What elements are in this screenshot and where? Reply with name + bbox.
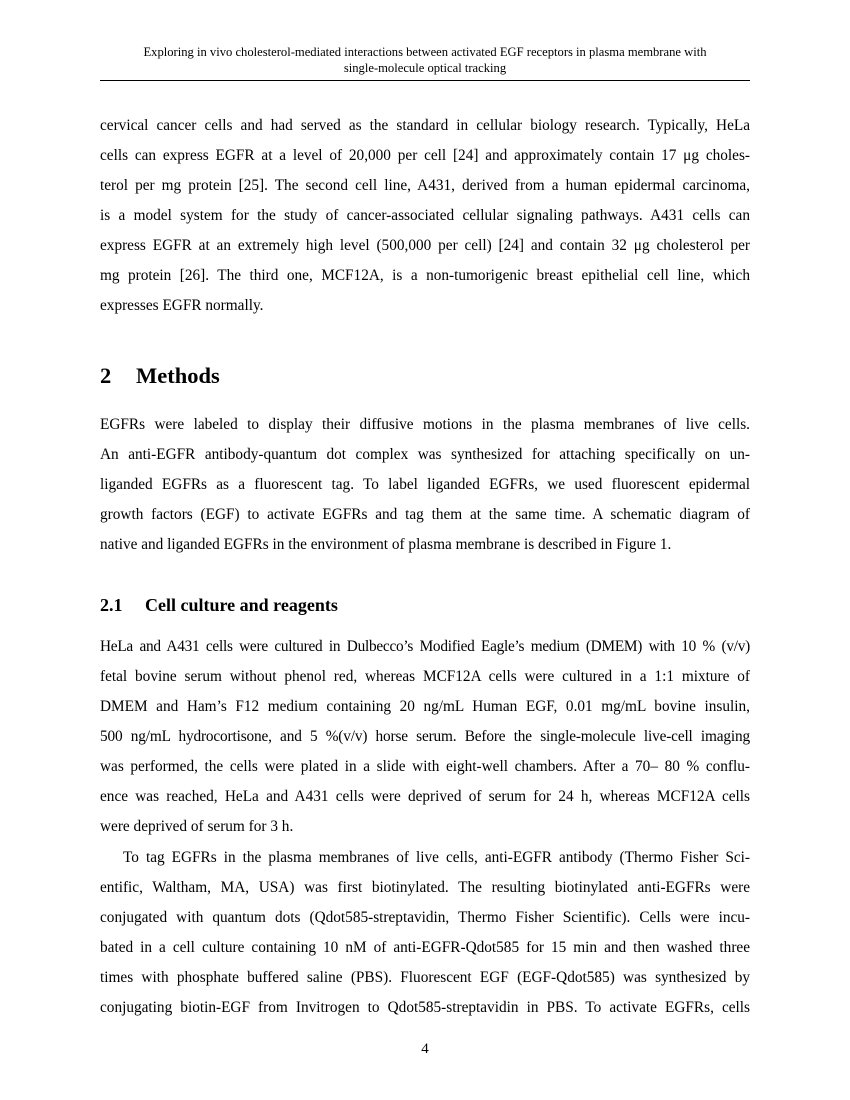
- text-line: fetal bovine serum without phenol red, whereas MCF12A cells were cultured in a 1:1 mixture of: [100, 668, 750, 685]
- text-line: conjugated with quantum dots (Qdot585-streptavidin, Thermo Fisher Scientific). Cells were incu-: [100, 909, 750, 926]
- text-line: bated in a cell culture containing 10 nM of anti-EGFR-Qdot585 for 15 min and then washed three: [100, 939, 750, 956]
- text-line: 500 ng/mL hydrocortisone, and 5 %(v/v) horse serum. Before the single-molecule live-cell imaging: [100, 728, 750, 745]
- text-line: mg protein [26]. The third one, MCF12A, is a non-tumorigenic breast epithelial cell line, which: [100, 267, 750, 284]
- text-line: EGFRs were labeled to display their diffusive motions in the plasma membranes of live cells.: [100, 416, 750, 433]
- text-line: liganded EGFRs as a fluorescent tag. To label liganded EGFRs, we used fluorescent epidermal: [100, 476, 750, 493]
- text-line: conjugating biotin-EGF from Invitrogen to Qdot585-streptavidin in PBS. To activate EGFRs, cells: [100, 999, 750, 1016]
- text-line: An anti-EGFR antibody-quantum dot complex was synthesized for attaching specifically on un-: [100, 446, 750, 463]
- subsection-heading: [100, 592, 338, 618]
- methods-paragraph: [100, 410, 750, 560]
- text-line: entific, Waltham, MA, USA) was first biotinylated. The resulting biotinylated anti-EGFRs were: [100, 879, 750, 896]
- text-line: growth factors (EGF) to activate EGFRs and tag them at the same time. A schematic diagram of: [100, 506, 750, 523]
- culture-paragraph: [100, 632, 750, 842]
- section-number: 2: [100, 363, 112, 388]
- text-line: ence was reached, HeLa and A431 cells were deprived of serum for 24 h, whereas MCF12A cells: [100, 788, 750, 805]
- text-line: expresses EGFR normally.: [100, 297, 264, 314]
- text-line: DMEM and Ham’s F12 medium containing 20 ng/mL Human EGF, 0.01 mg/mL bovine insulin,: [100, 698, 750, 715]
- section-heading: [100, 361, 220, 391]
- running-head-line-2: single-molecule optical tracking: [343, 61, 507, 75]
- intro-paragraph: [100, 111, 750, 321]
- text-line: cervical cancer cells and had served as the standard in cellular biology research. Typically, HeLa: [100, 117, 750, 134]
- running-head: [100, 44, 750, 76]
- section-title: Methods: [136, 363, 220, 388]
- text-line: To tag EGFRs in the plasma membranes of live cells, anti-EGFR antibody (Thermo Fisher Sci-: [123, 849, 750, 866]
- text-line: HeLa and A431 cells were cultured in Dulbecco’s Modified Eagle’s medium (DMEM) with 10 % (v/v): [100, 638, 750, 655]
- subsection-number: 2.1: [100, 595, 123, 615]
- text-line: terol per mg protein [25]. The second cell line, A431, derived from a human epidermal carcinoma,: [100, 177, 750, 194]
- text-line: is a model system for the study of cancer-associated cellular signaling pathways. A431 cells can: [100, 207, 750, 224]
- text-line: cells can express EGFR at a level of 20,000 per cell [24] and approximately contain 17 μg choles-: [100, 147, 750, 164]
- text-line: were deprived of serum for 3 h.: [100, 818, 294, 835]
- page-number: 4: [421, 1041, 429, 1057]
- tagging-paragraph: [100, 843, 750, 1023]
- text-line: express EGFR at an extremely high level (500,000 per cell) [24] and contain 32 μg cholesterol per: [100, 237, 750, 254]
- text-line: native and liganded EGFRs in the environment of plasma membrane is described in Figure 1.: [100, 536, 672, 553]
- text-line: times with phosphate buffered saline (PBS). Fluorescent EGF (EGF-Qdot585) was synthesized by: [100, 969, 750, 986]
- text-line: was performed, the cells were plated in a slide with eight-well chambers. After a 70– 80 % conflu-: [100, 758, 750, 775]
- running-head-line-1: Exploring in vivo cholesterol-mediated interactions between activated EGF receptors in plasma membrane with: [143, 45, 707, 59]
- header-rule: [100, 80, 750, 81]
- subsection-title: Cell culture and reagents: [145, 595, 338, 615]
